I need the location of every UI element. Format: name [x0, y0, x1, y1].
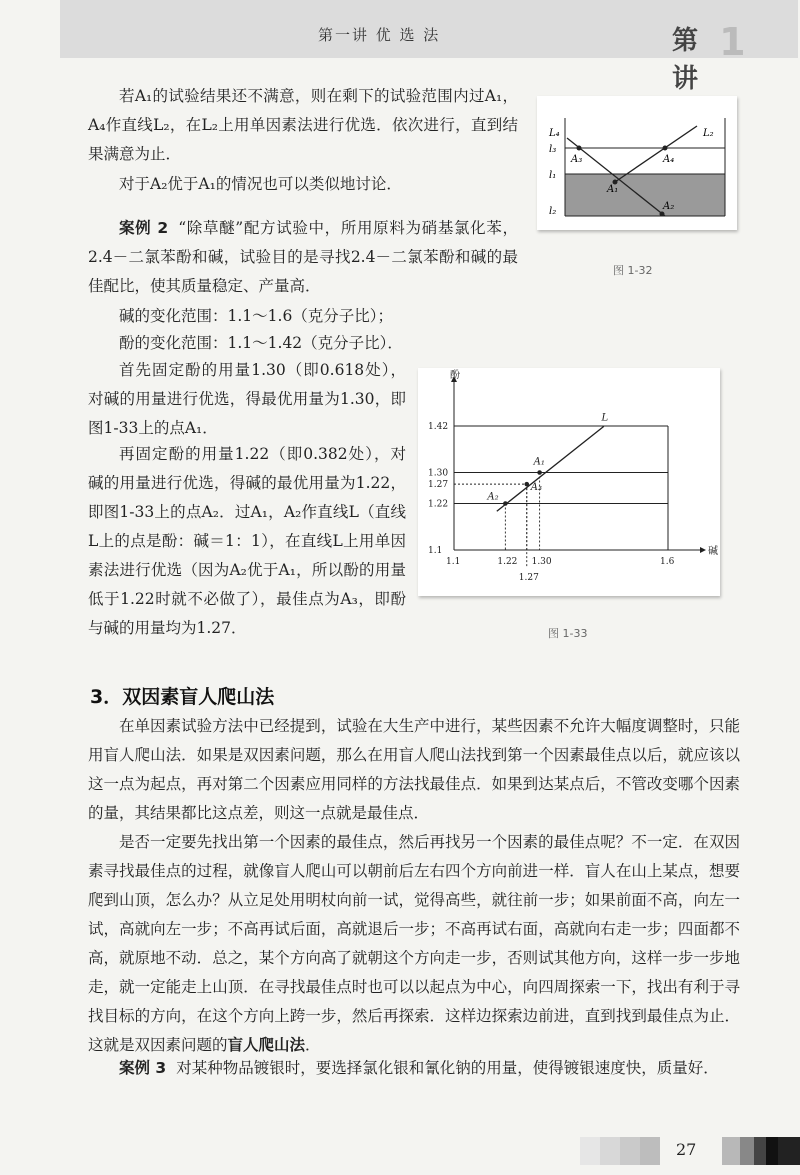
label-l4: L₄ [549, 128, 560, 139]
case-3-paragraph [88, 1054, 740, 1083]
line-L-label: L [601, 412, 609, 424]
point-label-A₁: A₁ [533, 456, 545, 468]
point-A₂ [503, 501, 508, 506]
x-tick-label-1.27: 1.27 [518, 573, 539, 583]
paragraph-6 [88, 828, 740, 1060]
figure-1-33-caption: 图 1-33 [548, 627, 588, 640]
page-number: 27 [672, 1140, 700, 1159]
point-A₁ [537, 470, 542, 475]
case-3-label: 案例 3 [119, 1059, 167, 1077]
label-big-l2: L₂ [703, 128, 714, 139]
label-a2: A₂ [663, 201, 675, 212]
label-a4: A₄ [663, 154, 675, 165]
blind-climbing-term: 盲人爬山法 [227, 1036, 306, 1054]
shaded-region [565, 174, 725, 216]
label-a1: A₁ [607, 184, 619, 195]
y-tick-label-1.42: 1.42 [428, 422, 449, 432]
x-tick-label-1.1: 1.1 [446, 557, 461, 567]
figure-1-32 [537, 96, 737, 230]
x-tick-label-1.30: 1.30 [531, 557, 552, 567]
x-axis-label: 碱 [708, 546, 718, 557]
x-tick-label-1.6: 1.6 [660, 557, 675, 567]
lecture-label [672, 14, 798, 95]
base-range: 碱的变化范围：1.1～1.6（克分子比）； [119, 307, 394, 325]
figure-1-32-caption: 图 1-32 [613, 264, 653, 277]
case-3-text: 对某种物品镀银时，要选择氯化银和氰化钠的用量，使得镀银速度快，质量好． [176, 1059, 719, 1077]
point-label-A₂: A₂ [487, 491, 499, 503]
lecture-label-tail: 讲 [672, 64, 705, 94]
figure-1-33 [418, 368, 720, 596]
label-a3: A₃ [571, 154, 583, 165]
chapter-title: 第一讲 优 选 法 [318, 26, 441, 44]
paragraph-6-text: 是否一定要先找出第一个因素的最佳点，然后再找另一个因素的最佳点呢？不一定．在双因素寻找最佳点的过程，就像盲人爬山可以朝前后左右四个方向前进一样．盲人在山上某点，想要爬到山顶，怎么办？从立足处用明杖向前一试，觉得高些，就往前一步；如果前面不高，向左一试，高就向左一步；不高再试后面，高就退后一步；不高再试右面，高就向右走一步；四面都不高，就原地不动．总之，某个方向高了就朝这个方向走一步，否则试其他方向，这样一步一步地走，就一定能走上山顶．在寻找最佳点时也可以以起点为中心，向四周探索一下，找出有利于寻找目标的方向，在这个方向上跨一步，然后再探索．这样边探索边前进，直到找到最佳点为止．这就是双因素问题的 [88, 833, 740, 1054]
lecture-label-head: 第 [672, 26, 705, 56]
paragraph-4: 再固定酚的用量1.22（即0.382处），对碱的用量进行优选，得碱的最优用量为1.22，即图1-33上的点A₂．过A₁，A₂作直线L（直线L上的点是酚：碱＝1：1），在直线L上用单因素法进行优选（因为A₂优于A₁，所以酚的用量低于1.22时就不必做了），最佳点为A₃，即酚与碱的用量均为1.27． [88, 445, 406, 637]
paragraph-3: 首先固定酚的用量1.30（即0.618处），对碱的用量进行优选，得最优用量为1.30，即图1-33上的点A₁． [88, 361, 406, 437]
y-tick-label-1.27: 1.27 [428, 480, 449, 491]
x-tick-label-1.22: 1.22 [497, 557, 518, 567]
y-axis-label: 酚 [450, 370, 460, 381]
lecture-number: 1 [719, 20, 752, 64]
case-2-text: “除草醚”配方试验中，所用原料为硝基氯化苯，2.4－二氯苯酚和碱，试验目的是寻找2.4－二氯苯酚和碱的最佳配比，使其质量稳定、产量高． [88, 219, 518, 295]
y-tick-label-1.30: 1.30 [428, 468, 449, 479]
page-header [60, 0, 798, 94]
point-a3 [577, 146, 582, 151]
page-footer [580, 1137, 800, 1165]
paragraph-1: 若A₁的试验结果还不满意，则在剩下的试验范围内过A₁，A₄作直线L₂，在L₂上用单因素法进行优选．依次进行，直到结果满意为止． [88, 87, 518, 163]
phenol-range: 酚的变化范围：1.1～1.42（克分子比）． [119, 334, 403, 352]
label-l3: l₃ [549, 144, 557, 155]
label-l1: l₁ [549, 170, 557, 181]
paragraph-5: 在单因素试验方法中已经提到，试验在大生产中进行，某些因素不允许大幅度调整时，只能用盲人爬山法．如果是双因素问题，那么在用盲人爬山法找到第一个因素最佳点以后，就应该以这一点为起点，再对第二个因素应用同样的方法找最佳点．如果到达某点后，不管改变哪个因素的量，其结果都比这点差，则这一点就是最佳点． [88, 717, 740, 822]
label-l2: l₂ [549, 206, 557, 217]
figure-1-33-chart [418, 368, 720, 596]
point-a4 [663, 146, 668, 151]
section-title: 3．双因素盲人爬山法 [90, 686, 275, 708]
case-2-label: 案例 2 [119, 219, 169, 237]
point-a2 [660, 212, 665, 217]
paragraph-6-end: ． [305, 1036, 321, 1054]
paragraph-2: 对于A₂优于A₁的情况也可以类似地讨论． [119, 175, 402, 193]
figure-1-32-diagram [537, 96, 737, 230]
point-A₃ [524, 482, 529, 487]
case-2-paragraph [88, 214, 518, 301]
y-tick-label-1.1: 1.1 [428, 546, 443, 556]
y-tick-label-1.22: 1.22 [428, 499, 449, 510]
point-label-A₃: A₃ [530, 482, 542, 494]
